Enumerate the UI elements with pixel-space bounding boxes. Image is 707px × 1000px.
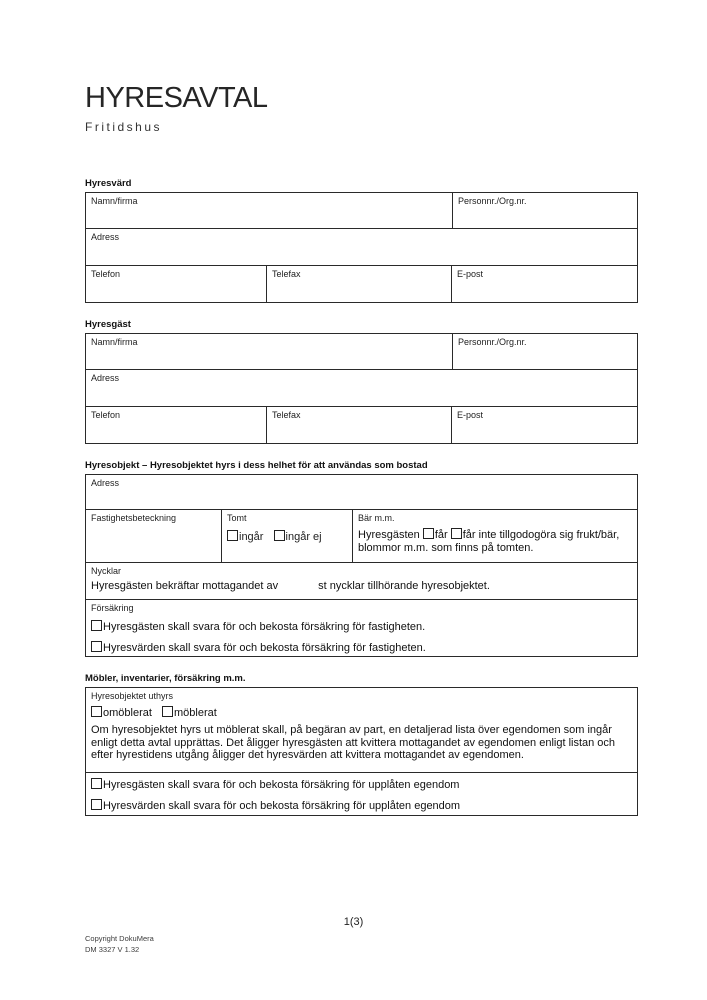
table-row (86, 773, 637, 815)
checkbox-label: ingår (239, 531, 264, 543)
checkbox-label: Hyresgästen skall svara för och bekosta försäkring för upplåten egendom (103, 779, 460, 791)
checkbox-label: möblerat (173, 707, 217, 719)
field-label: Försäkring (91, 603, 134, 613)
field-label: Adress (91, 478, 120, 488)
field-label: Namn/firma (91, 196, 138, 206)
checkbox-hyresvarden-forsakring-fastighet[interactable] (91, 641, 102, 652)
table-row (86, 475, 637, 510)
field-berries (353, 510, 637, 562)
field-property-designation[interactable] (86, 510, 222, 562)
furnishing-options (91, 706, 632, 720)
field-label: E-post (457, 269, 484, 279)
field-tenant-fax[interactable] (267, 407, 452, 443)
field-label: Adress (91, 373, 120, 383)
copyright-line1: Copyright DokuMera (85, 934, 154, 943)
field-furnishing (86, 688, 637, 772)
keys-suffix: st nycklar tillhörande hyresobjektet. (318, 580, 490, 592)
field-tenant-personnr[interactable] (453, 334, 637, 369)
table-row (86, 600, 637, 656)
checkbox-far[interactable] (423, 528, 434, 539)
berries-prefix: Hyresgästen (358, 529, 420, 541)
field-landlord-phone[interactable] (86, 266, 267, 302)
table-row (86, 407, 637, 443)
checkbox-label: får (434, 529, 448, 541)
checkbox-label: ingår ej (285, 531, 322, 543)
page-title: HYRESAVTAL (85, 82, 268, 114)
checkbox-far-inte[interactable] (451, 528, 462, 539)
field-landlord-email[interactable] (452, 266, 637, 302)
field-label: Fastighetsbeteckning (91, 513, 177, 523)
field-label: Personnr./Org.nr. (458, 196, 527, 206)
checkbox-label: Hyresgästen skall svara för och bekosta försäkring för fastigheten. (103, 621, 426, 633)
plot-options (227, 530, 347, 543)
section-heading-tenant: Hyresgäst (85, 319, 131, 330)
field-landlord-personnr[interactable] (453, 193, 637, 228)
insurance-option-row (91, 778, 632, 792)
field-label: Bär m.m. (358, 513, 395, 523)
berries-suffix: tillgodogöra sig frukt/bär, blommor m.m. som finns på tomten. (358, 529, 620, 554)
field-tenant-name[interactable] (86, 334, 453, 369)
section-heading-rental-object: Hyresobjekt – Hyresobjektet hyrs i dess helhet för att användas som bostad (85, 460, 428, 471)
field-label: E-post (457, 410, 484, 420)
field-landlord-address[interactable] (86, 229, 637, 265)
field-insurance (86, 600, 637, 656)
checkbox-tomt-ingar[interactable] (227, 530, 238, 541)
checkbox-label: omöblerat (103, 707, 152, 719)
form-content (85, 84, 638, 816)
page-number: 1(3) (343, 916, 364, 928)
landlord-table (85, 192, 638, 303)
checkbox-label: får inte (462, 529, 497, 541)
section-heading-furniture: Möbler, inventarier, försäkring m.m. (85, 673, 246, 684)
field-plot (222, 510, 353, 562)
checkbox-label: Hyresvärden skall svara för och bekosta försäkring för fastigheten. (103, 641, 426, 654)
field-tenant-email[interactable] (452, 407, 637, 443)
field-label: Telefax (272, 410, 301, 420)
checkbox-tomt-ingar-ej[interactable] (274, 530, 285, 541)
copyright-block (85, 934, 154, 956)
checkbox-hyresvarden-forsakring-egendom[interactable] (91, 799, 102, 810)
section-heading-landlord: Hyresvärd (85, 178, 132, 189)
table-row (86, 688, 637, 773)
table-row (86, 563, 637, 600)
rental-object-table (85, 474, 638, 657)
page-subtitle: Fritidshus (85, 120, 163, 134)
checkbox-omoblerat[interactable] (91, 706, 102, 717)
field-landlord-name[interactable] (86, 193, 453, 228)
insurance-option-row (91, 799, 632, 813)
checkbox-hyresgasten-forsakring-egendom[interactable] (91, 778, 102, 789)
field-tenant-phone[interactable] (86, 407, 267, 443)
table-row (86, 334, 637, 370)
table-row (86, 266, 637, 302)
keys-sentence (91, 580, 632, 593)
berries-sentence (358, 528, 632, 555)
field-label: Personnr./Org.nr. (458, 337, 527, 347)
field-label: Telefon (91, 269, 121, 279)
furnishing-paragraph: Om hyresobjektet hyrs ut möblerat skall, på begäran av part, en detaljerad lista över egendomen som ingår enligt detta avtal upprättas. Det åligger hyresgästen att kvittera mottagandet av egendomen enligt listan och efter hyrestidens utgång åligger det hyresvärden att kvittera mottagandet av egendomen. (91, 723, 616, 762)
table-row (86, 510, 637, 563)
field-furniture-insurance (86, 773, 637, 815)
field-label: Nycklar (91, 566, 122, 576)
furniture-table (85, 687, 638, 816)
field-label: Telefon (91, 410, 121, 420)
field-keys (86, 563, 637, 599)
checkbox-hyresgasten-forsakring-fastighet[interactable] (91, 620, 102, 631)
field-landlord-fax[interactable] (267, 266, 452, 302)
checkbox-label: Hyresvärden skall svara för och bekosta försäkring för upplåten egendom (103, 799, 461, 812)
keys-prefix: Hyresgästen bekräftar mottagandet av (91, 580, 279, 592)
table-row (86, 370, 637, 407)
field-label: Namn/firma (91, 337, 138, 347)
field-label: Telefax (272, 269, 301, 279)
field-label: Adress (91, 232, 120, 242)
insurance-option-row (91, 641, 632, 655)
field-object-address[interactable] (86, 475, 637, 509)
field-label: Hyresobjektet uthyrs (91, 691, 174, 701)
field-tenant-address[interactable] (86, 370, 637, 406)
checkbox-moblerat[interactable] (162, 706, 173, 717)
tenant-table (85, 333, 638, 444)
insurance-option-row (91, 620, 632, 634)
copyright-line2: DM 3327 V 1.32 (85, 944, 140, 954)
field-label: Tomt (227, 513, 247, 523)
table-row (86, 229, 637, 266)
table-row (86, 193, 637, 229)
